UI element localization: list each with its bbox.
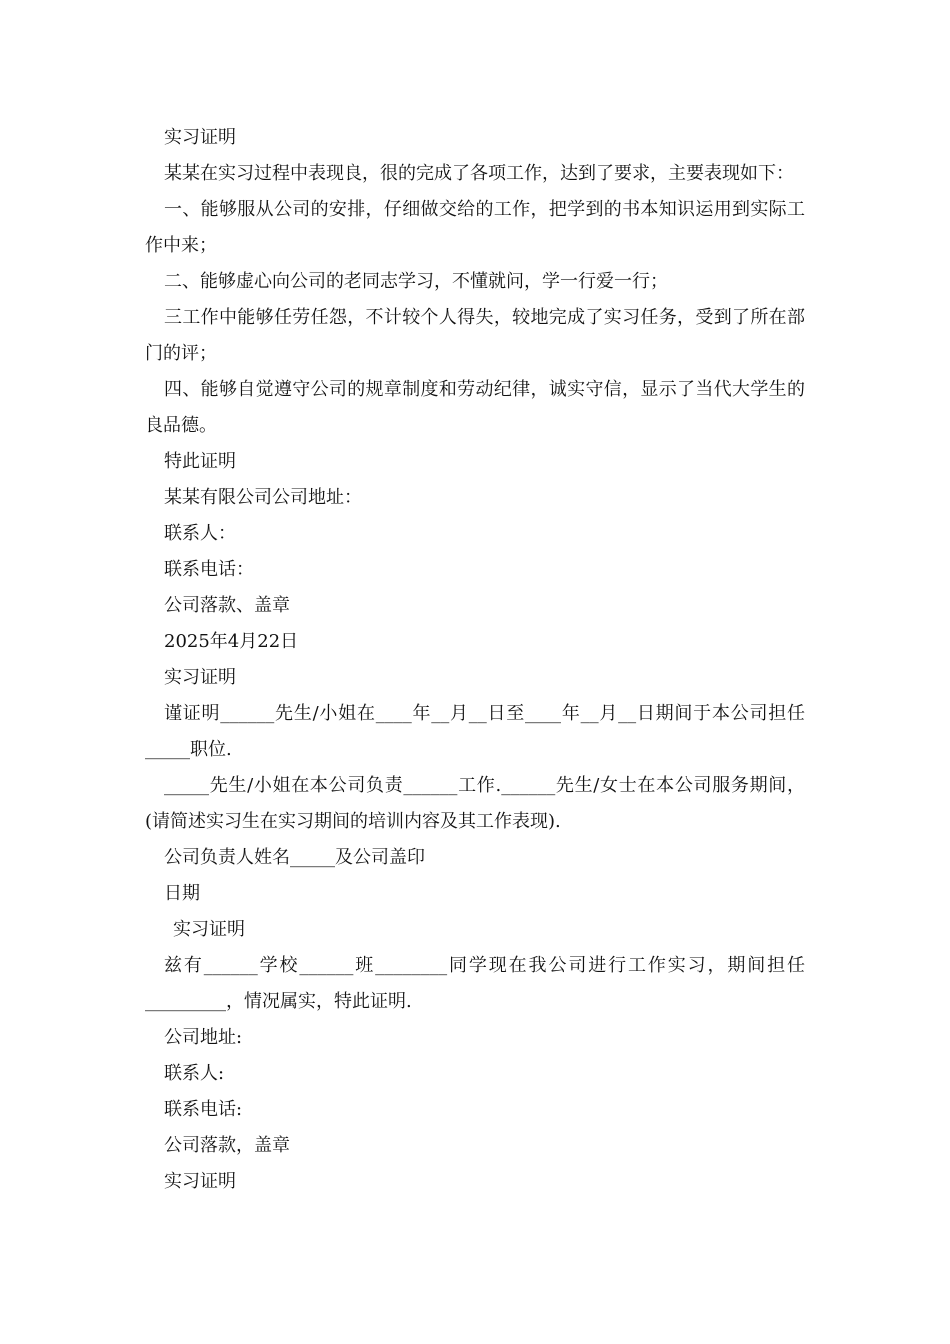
heading-internship-certificate-1: 实习证明	[164, 127, 236, 148]
heading-internship-certificate-2: 实习证明	[164, 667, 236, 688]
paragraph-date-label: 日期	[164, 883, 200, 904]
heading-internship-certificate-4: 实习证明	[164, 1171, 236, 1192]
paragraph-contact-person: 联系人：	[164, 523, 236, 544]
paragraph-date: 2025年4月22日	[164, 631, 299, 652]
heading-internship-certificate-3: 实习证明	[173, 919, 245, 940]
paragraph-company-seal-2: 公司落款，盖章	[164, 1135, 290, 1156]
paragraph-item-4: 四、能够自觉遵守公司的规章制度和劳动纪律，诚实守信，显示了当代大学生的良品德。	[145, 379, 805, 436]
paragraph-item-3: 三工作中能够任劳任怨，不计较个人得失，较地完成了实习任务，受到了所在部门的评；	[145, 307, 805, 364]
document-body	[145, 120, 805, 1200]
paragraph-responsibility: _____先生/小姐在本公司负责______工作.______先生/女士在本公司服务期间，(请简述实习生在实习期间的培训内容及其工作表现).	[145, 775, 805, 832]
paragraph-certify-position: 谨证明______先生/小姐在____年__月__日至____年__月__日期间于本公司担任_____职位.	[145, 703, 805, 760]
paragraph-company-seal: 公司落款、盖章	[164, 595, 290, 616]
paragraph-hereby-certify: 特此证明	[164, 451, 236, 472]
paragraph-company-address-2: 公司地址:	[164, 1027, 243, 1048]
paragraph-contact-phone: 联系电话：	[164, 559, 254, 580]
paragraph-intro: 某某在实习过程中表现良，很的完成了各项工作，达到了要求，主要表现如下：	[164, 163, 794, 184]
paragraph-responsible-person: 公司负责人姓名_____及公司盖印	[164, 847, 425, 868]
paragraph-contact-phone-2: 联系电话:	[164, 1099, 243, 1120]
paragraph-company-address: 某某有限公司公司地址：	[164, 487, 362, 508]
paragraph-contact-person-2: 联系人:	[164, 1063, 225, 1084]
paragraph-item-1: 一、能够服从公司的安排，仔细做交给的工作，把学到的书本知识运用到实际工作中来；	[145, 199, 805, 256]
paragraph-item-2: 二、能够虚心向公司的老同志学习，不懂就问，学一行爱一行；	[164, 271, 668, 292]
paragraph-student-certify: 兹有______学校______班________同学现在我公司进行工作实习，期间担任_________，情况属实，特此证明.	[145, 955, 805, 1012]
